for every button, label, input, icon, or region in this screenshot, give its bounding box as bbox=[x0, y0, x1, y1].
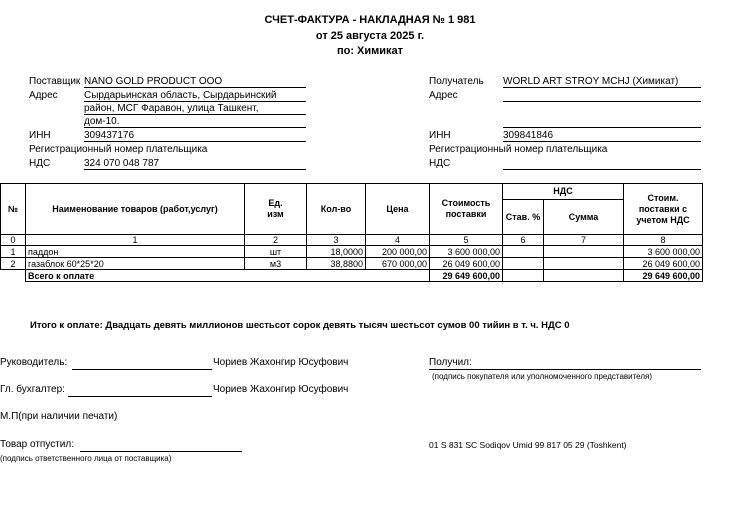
document-title: СЧЕТ-ФАКТУРА - НАКЛАДНАЯ № 1 981 bbox=[264, 14, 476, 26]
supplier-reg-label: Регистрационный номер плательщика bbox=[29, 144, 208, 155]
recipient-address-line-2 bbox=[503, 116, 701, 128]
row-name: паддон bbox=[26, 246, 245, 258]
supplier-inn: 309437176 bbox=[84, 130, 306, 142]
supplier-inn-label: ИНН bbox=[29, 130, 51, 141]
total-vat-sum bbox=[544, 270, 624, 282]
released-signature-line bbox=[80, 439, 242, 452]
col-number-8: 8 bbox=[624, 235, 703, 246]
total-vat-rate bbox=[503, 270, 544, 282]
supplier-vat-label: НДС bbox=[29, 158, 51, 169]
header-unit: Ед. изм bbox=[245, 184, 307, 235]
accountant-name: Чориев Жахонгир Юсуфович bbox=[213, 384, 349, 395]
table-row bbox=[1, 258, 703, 270]
supplier-vat: 324 070 048 787 bbox=[84, 158, 306, 170]
supplier-label: Поставщик bbox=[29, 76, 81, 87]
header-total: Стоим. поставки с учетом НДС bbox=[624, 184, 703, 235]
document-basis: по: Химикат bbox=[336, 45, 404, 57]
row-unit: шт bbox=[245, 246, 307, 258]
header-qty: Кол-во bbox=[307, 184, 366, 235]
total-in-words: Итого к оплате: Двадцать девять миллионов шестьсот сорок девять тысяч шестьсот сумов 00 тийин в т. ч. НДС 0 bbox=[30, 320, 570, 331]
total-row bbox=[1, 270, 703, 282]
table-row bbox=[1, 246, 703, 258]
recipient-vat-label: НДС bbox=[429, 158, 451, 169]
total-cost: 29 649 600,00 bbox=[430, 270, 503, 282]
row-total: 3 600 000,00 bbox=[624, 246, 703, 258]
col-number-0: 0 bbox=[1, 235, 26, 246]
head-label: Руководитель: bbox=[0, 357, 68, 368]
supplier-address-line-2: район, МСГ Фаравон, улица Ташкент, bbox=[84, 103, 306, 115]
supplier-address-line-1: Сырдарьинская область, Сырдарьинский bbox=[84, 90, 306, 102]
head-signature-line bbox=[72, 357, 212, 370]
col-number-2: 2 bbox=[245, 235, 307, 246]
total-total: 29 649 600,00 bbox=[624, 270, 703, 282]
released-note: (подпись ответственного лица от поставщика) bbox=[0, 454, 172, 463]
header-name: Наименование товаров (работ,услуг) bbox=[26, 184, 245, 235]
col-number-1: 1 bbox=[26, 235, 245, 246]
recipient-label: Получатель bbox=[429, 76, 484, 87]
row-vat-rate bbox=[503, 246, 544, 258]
head-name: Чориев Жахонгир Юсуфович bbox=[213, 357, 349, 368]
supplier-address-label: Адрес bbox=[29, 90, 58, 101]
total-blank bbox=[1, 270, 26, 282]
total-label: Всего к оплате bbox=[26, 270, 245, 282]
row-vat-sum bbox=[544, 258, 624, 270]
row-vat-sum bbox=[544, 246, 624, 258]
total-blank-unit bbox=[245, 270, 307, 282]
header-vat: НДС bbox=[503, 184, 624, 200]
recipient-vat-line bbox=[503, 158, 701, 170]
header-cost: Стоимость поставки bbox=[430, 184, 503, 235]
row-price: 200 000,00 bbox=[366, 246, 430, 258]
received-signature-line bbox=[429, 357, 701, 370]
recipient-inn: 309841846 bbox=[503, 130, 701, 142]
col-number-4: 4 bbox=[366, 235, 430, 246]
row-vat-rate bbox=[503, 258, 544, 270]
col-number-3: 3 bbox=[307, 235, 366, 246]
received-label: Получил: bbox=[429, 357, 472, 368]
accountant-label: Гл. бухгалтер: bbox=[0, 384, 65, 395]
header-vat-rate: Став. % bbox=[503, 200, 544, 235]
supplier-address-line-3: дом-10. bbox=[84, 116, 306, 128]
recipient-name: WORLD ART STROY MCHJ (Химикат) bbox=[503, 76, 701, 88]
items-table bbox=[0, 183, 703, 282]
col-number-5: 5 bbox=[430, 235, 503, 246]
proxy-info: 01 S 831 SC Sodiqov Umid 99 817 05 29 (Toshkent) bbox=[429, 440, 627, 450]
recipient-inn-label: ИНН bbox=[429, 130, 451, 141]
total-blank-price bbox=[366, 270, 430, 282]
col-number-7: 7 bbox=[544, 235, 624, 246]
row-qty: 38,8800 bbox=[307, 258, 366, 270]
header-vat-sum: Сумма bbox=[544, 200, 624, 235]
total-blank-qty bbox=[307, 270, 366, 282]
recipient-address-label: Адрес bbox=[429, 90, 458, 101]
row-cost: 26 049 600,00 bbox=[430, 258, 503, 270]
row-price: 670 000,00 bbox=[366, 258, 430, 270]
released-label: Товар отпустил: bbox=[0, 439, 74, 450]
header-price: Цена bbox=[366, 184, 430, 235]
accountant-signature-line bbox=[68, 384, 212, 397]
recipient-reg-label: Регистрационный номер плательщика bbox=[429, 144, 608, 155]
row-unit: м3 bbox=[245, 258, 307, 270]
row-num: 2 bbox=[1, 258, 26, 270]
col-number-6: 6 bbox=[503, 235, 544, 246]
header-num: № bbox=[1, 184, 26, 235]
row-cost: 3 600 000,00 bbox=[430, 246, 503, 258]
stamp-note: М.П(при наличии печати) bbox=[0, 411, 118, 422]
received-note: (подпись покупателя или уполномоченного представителя) bbox=[432, 372, 653, 381]
document-date: от 25 августа 2025 г. bbox=[315, 30, 425, 42]
recipient-address-line bbox=[503, 90, 701, 102]
row-qty: 18,0000 bbox=[307, 246, 366, 258]
row-name: газаблок 60*25*20 bbox=[26, 258, 245, 270]
row-total: 26 049 600,00 bbox=[624, 258, 703, 270]
row-num: 1 bbox=[1, 246, 26, 258]
supplier-name: NANO GOLD PRODUCT OOO bbox=[84, 76, 306, 88]
